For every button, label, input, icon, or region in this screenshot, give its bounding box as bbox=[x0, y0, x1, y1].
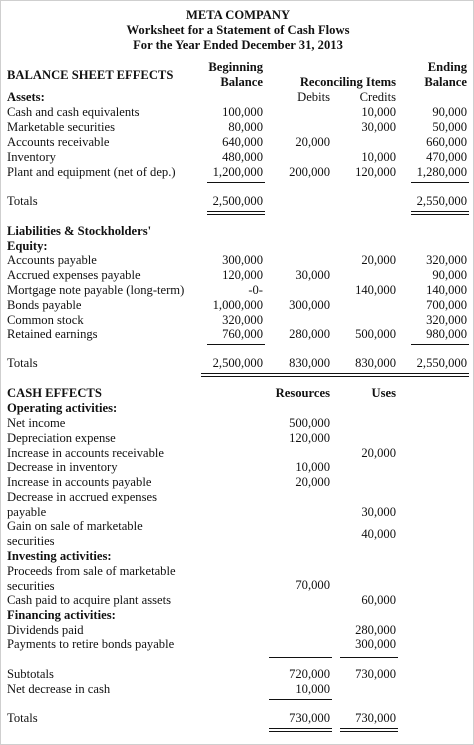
ending-value: 320,000 bbox=[426, 313, 467, 327]
row-label-cont: securities bbox=[7, 534, 55, 548]
ending-value: 700,000 bbox=[426, 298, 467, 312]
uses-value: 40,000 bbox=[361, 527, 396, 541]
double-underline bbox=[201, 373, 469, 377]
double-underline bbox=[207, 211, 265, 215]
credit-value: 20,000 bbox=[361, 253, 396, 267]
divider bbox=[269, 657, 332, 658]
debit-value: 30,000 bbox=[295, 268, 330, 282]
row-label: Accounts receivable bbox=[7, 135, 110, 149]
section-cash-effects: CASH EFFECTS bbox=[7, 386, 102, 400]
header-ending: Ending bbox=[427, 60, 467, 74]
divider bbox=[207, 182, 265, 183]
ending-value: 90,000 bbox=[432, 268, 467, 282]
resources-value: 10,000 bbox=[295, 460, 330, 474]
debit-total: 830,000 bbox=[289, 356, 330, 370]
operating-heading: Operating activities: bbox=[7, 401, 118, 415]
row-label: Totals bbox=[7, 194, 38, 208]
divider bbox=[269, 699, 332, 700]
row-label: Decrease in inventory bbox=[7, 460, 118, 474]
row-label: Bonds payable bbox=[7, 298, 82, 312]
credit-value: 140,000 bbox=[355, 283, 396, 297]
double-underline bbox=[340, 728, 398, 732]
ending-value: 1,280,000 bbox=[416, 165, 467, 179]
worksheet-title: Worksheet for a Statement of Cash Flows bbox=[126, 23, 350, 37]
beginning-value: 300,000 bbox=[222, 253, 263, 267]
ending-total: 2,550,000 bbox=[416, 356, 467, 370]
uses-value: 60,000 bbox=[361, 593, 396, 607]
uses-value: 20,000 bbox=[361, 446, 396, 460]
header-beginning-balance: Balance bbox=[220, 75, 263, 89]
ending-value: 140,000 bbox=[426, 283, 467, 297]
ending-value: 980,000 bbox=[426, 327, 467, 341]
debit-value: 200,000 bbox=[289, 165, 330, 179]
debit-value: 280,000 bbox=[289, 327, 330, 341]
header-debits: Debits bbox=[297, 90, 330, 104]
uses-subtotal: 730,000 bbox=[355, 667, 396, 681]
row-label: Inventory bbox=[7, 150, 56, 164]
beginning-value: 320,000 bbox=[222, 313, 263, 327]
section-balance-sheet-effects: BALANCE SHEET EFFECTS bbox=[7, 68, 174, 82]
double-underline bbox=[269, 728, 332, 732]
beginning-value: 1,000,000 bbox=[212, 298, 263, 312]
credit-value: 120,000 bbox=[355, 165, 396, 179]
liabilities-heading-cont: Equity: bbox=[7, 239, 48, 253]
worksheet-period: For the Year Ended December 31, 2013 bbox=[133, 38, 343, 52]
uses-value: 30,000 bbox=[361, 505, 396, 519]
row-label: Totals bbox=[7, 711, 38, 725]
beginning-value: 640,000 bbox=[222, 135, 263, 149]
beginning-value: 100,000 bbox=[222, 105, 263, 119]
divider bbox=[340, 657, 398, 658]
row-label: Payments to retire bonds payable bbox=[7, 637, 175, 651]
liabilities-heading: Liabilities & Stockholders' bbox=[7, 224, 152, 238]
ending-value: 660,000 bbox=[426, 135, 467, 149]
uses-total: 730,000 bbox=[355, 711, 396, 725]
resources-value: 500,000 bbox=[289, 416, 330, 430]
row-label: Increase in accounts receivable bbox=[7, 446, 164, 460]
credit-total: 830,000 bbox=[355, 356, 396, 370]
uses-value: 300,000 bbox=[355, 637, 396, 651]
row-label: Net decrease in cash bbox=[7, 682, 111, 696]
ending-value: 50,000 bbox=[432, 120, 467, 134]
resources-subtotal: 720,000 bbox=[289, 667, 330, 681]
row-label: Subtotals bbox=[7, 667, 54, 681]
row-label: Cash and cash equivalents bbox=[7, 105, 140, 119]
ending-value: 90,000 bbox=[432, 105, 467, 119]
financing-heading: Financing activities: bbox=[7, 608, 116, 622]
header-credits: Credits bbox=[359, 90, 396, 104]
beginning-total: 2,500,000 bbox=[212, 356, 263, 370]
divider bbox=[207, 344, 265, 345]
row-label: Increase in accounts payable bbox=[7, 475, 152, 489]
debit-value: 300,000 bbox=[289, 298, 330, 312]
row-label-cont: securities bbox=[7, 579, 55, 593]
resources-value: 120,000 bbox=[289, 431, 330, 445]
row-label: Cash paid to acquire plant assets bbox=[7, 593, 172, 607]
divider bbox=[411, 182, 469, 183]
row-label: Proceeds from sale of marketable bbox=[7, 564, 176, 578]
beginning-value: 120,000 bbox=[222, 268, 263, 282]
row-label: Accrued expenses payable bbox=[7, 268, 141, 282]
row-label: Dividends paid bbox=[7, 623, 84, 637]
debit-value: 20,000 bbox=[295, 135, 330, 149]
credit-value: 10,000 bbox=[361, 105, 396, 119]
row-label: Mortgage note payable (long-term) bbox=[7, 283, 185, 297]
beginning-value: 480,000 bbox=[222, 150, 263, 164]
row-label: Common stock bbox=[7, 313, 84, 327]
header-resources: Resources bbox=[275, 386, 330, 400]
row-label: Depreciation expense bbox=[7, 431, 116, 445]
row-label: Marketable securities bbox=[7, 120, 116, 134]
beginning-value: 1,200,000 bbox=[212, 165, 263, 179]
double-underline bbox=[411, 211, 469, 215]
row-label: Totals bbox=[7, 356, 38, 370]
row-label-cont: payable bbox=[7, 505, 47, 519]
resources-value: 20,000 bbox=[295, 475, 330, 489]
ending-total: 2,550,000 bbox=[416, 194, 467, 208]
divider bbox=[411, 344, 469, 345]
row-label: Accounts payable bbox=[7, 253, 97, 267]
company-name: META COMPANY bbox=[185, 8, 291, 22]
beginning-value: -0- bbox=[248, 283, 263, 297]
row-label: Plant and equipment (net of dep.) bbox=[7, 165, 176, 179]
row-label: Net income bbox=[7, 416, 66, 430]
beginning-value: 80,000 bbox=[228, 120, 263, 134]
uses-value: 280,000 bbox=[355, 623, 396, 637]
beginning-total: 2,500,000 bbox=[212, 194, 263, 208]
ending-value: 320,000 bbox=[426, 253, 467, 267]
credit-value: 10,000 bbox=[361, 150, 396, 164]
resources-value: 10,000 bbox=[295, 682, 330, 696]
header-reconciling-items: Reconciling Items bbox=[299, 75, 396, 89]
ending-value: 470,000 bbox=[426, 150, 467, 164]
investing-heading: Investing activities: bbox=[7, 549, 112, 563]
row-label: Gain on sale of marketable bbox=[7, 519, 143, 533]
credit-value: 500,000 bbox=[355, 327, 396, 341]
resources-total: 730,000 bbox=[289, 711, 330, 725]
header-beginning: Beginning bbox=[208, 60, 263, 74]
assets-heading: Assets: bbox=[7, 90, 45, 104]
header-ending-balance: Balance bbox=[424, 75, 467, 89]
header-uses: Uses bbox=[371, 386, 396, 400]
credit-value: 30,000 bbox=[361, 120, 396, 134]
row-label: Decrease in accrued expenses bbox=[7, 490, 157, 504]
row-label: Retained earnings bbox=[7, 327, 98, 341]
resources-value: 70,000 bbox=[295, 578, 330, 592]
beginning-value: 760,000 bbox=[222, 327, 263, 341]
